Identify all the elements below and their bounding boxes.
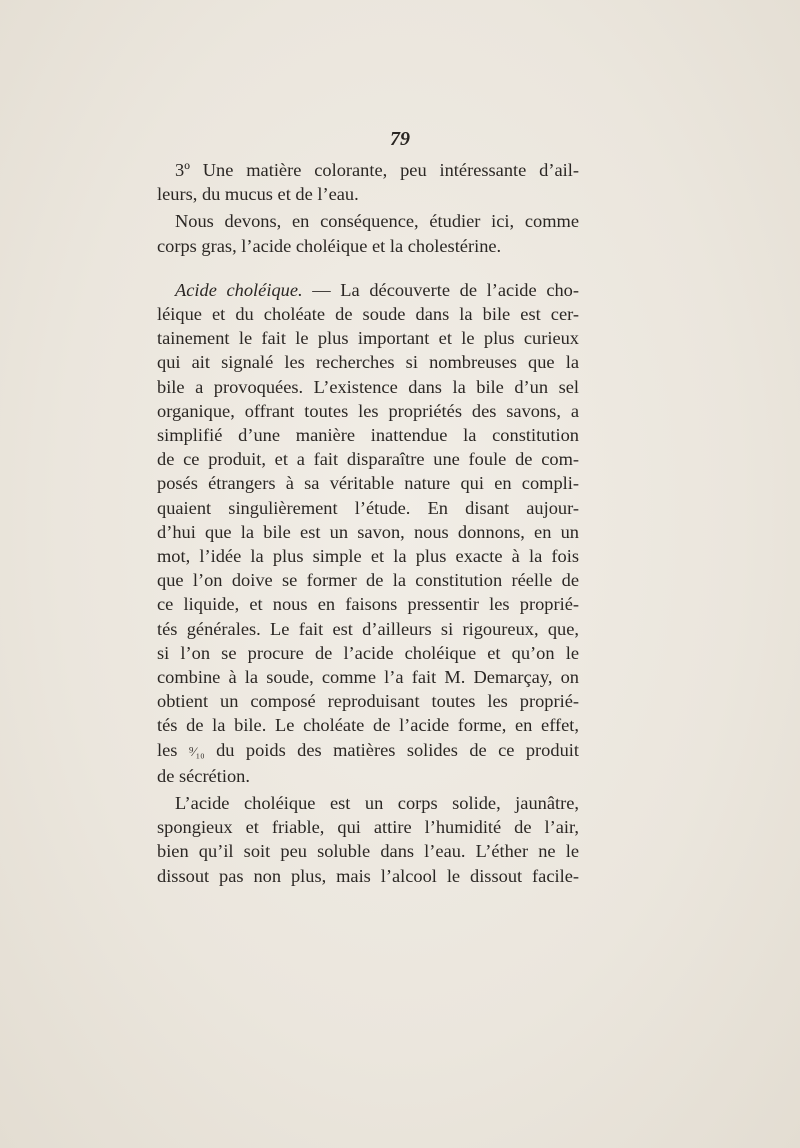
text-line: Nous devons, en conséquence, étudier ici, comme xyxy=(175,211,579,232)
text-line: dissout pas non plus, mais l’alcool le dissout facile- xyxy=(157,865,579,886)
page-number: 79 xyxy=(390,128,410,150)
paragraph-acide-choleique xyxy=(157,278,579,788)
text-line: si l’on se procure de l’acide choléique et qu’on le xyxy=(157,642,579,663)
text-line: 3º Une matière colorante, peu intéressante d’ail- xyxy=(175,160,579,180)
text-line: tés de la bile. Le choléate de l’acide forme, en effet, xyxy=(157,715,579,736)
text-line: organique, offrant toutes les propriétés des savons, a xyxy=(157,400,579,421)
text-line: léique et du choléate de soude dans la bile est cer- xyxy=(157,304,579,325)
text-line: spongieux et friable, qui attire l’humidité de l’air, xyxy=(157,817,579,838)
text-line: ce liquide, et nous en faisons pressentir les proprié- xyxy=(157,594,579,615)
text-line: d’hui que la bile est un savon, nous donnons, en un xyxy=(157,521,579,542)
body-text xyxy=(157,158,579,888)
text-fragment: du poids des matières solides de ce produit xyxy=(204,739,579,760)
text-line: mot, l’idée la plus simple et la plus exacte à la fois xyxy=(157,546,579,567)
text-line: de ce produit, et a fait disparaître une foule de com- xyxy=(157,449,579,470)
text-line: L’acide choléique est un corps solide, jaunâtre, xyxy=(175,793,579,814)
text-line: combine à la soude, comme l’a fait M. Demarçay, on xyxy=(157,667,579,688)
text-line xyxy=(157,278,579,302)
text-line: corps gras, l’acide choléique et la cholestérine. xyxy=(157,235,502,256)
text-line: posés étrangers à sa véritable nature qui en compli- xyxy=(157,473,579,494)
text-line: bien qu’il soit peu soluble dans l’eau. L’éther ne le xyxy=(157,841,579,862)
text-line: quaient singulièrement l’étude. En disant aujour- xyxy=(157,497,579,518)
fraction-nine-tenths: ⁹⁄₁₀ xyxy=(188,743,205,759)
section-heading: Acide choléique. xyxy=(175,279,303,300)
text-line: tainement le fait le plus important et le plus curieux xyxy=(157,328,579,349)
paragraph-coloring-matter xyxy=(157,158,579,206)
text-line: simplifié d’une manière inattendue la constitution xyxy=(157,425,579,446)
text-line xyxy=(157,738,579,764)
text-fragment: les xyxy=(157,739,189,760)
text-line: tés générales. Le fait est d’ailleurs si rigoureux, que, xyxy=(157,618,579,639)
text-fragment: — La découverte de l’acide cho- xyxy=(302,279,579,300)
paragraph-consequence xyxy=(157,209,579,257)
text-line: que l’on doive se former de la constitution réelle de xyxy=(157,570,579,591)
text-line: de sécrétion. xyxy=(157,765,250,786)
text-line: leurs, du mucus et de l’eau. xyxy=(157,184,359,205)
paragraph-properties xyxy=(157,791,579,888)
text-line: obtient un composé reproduisant toutes les proprié- xyxy=(157,691,579,712)
text-line: bile a provoquées. L’existence dans la bile d’un sel xyxy=(157,376,579,397)
text-line: qui ait signalé les recherches si nombreuses que la xyxy=(157,352,579,373)
